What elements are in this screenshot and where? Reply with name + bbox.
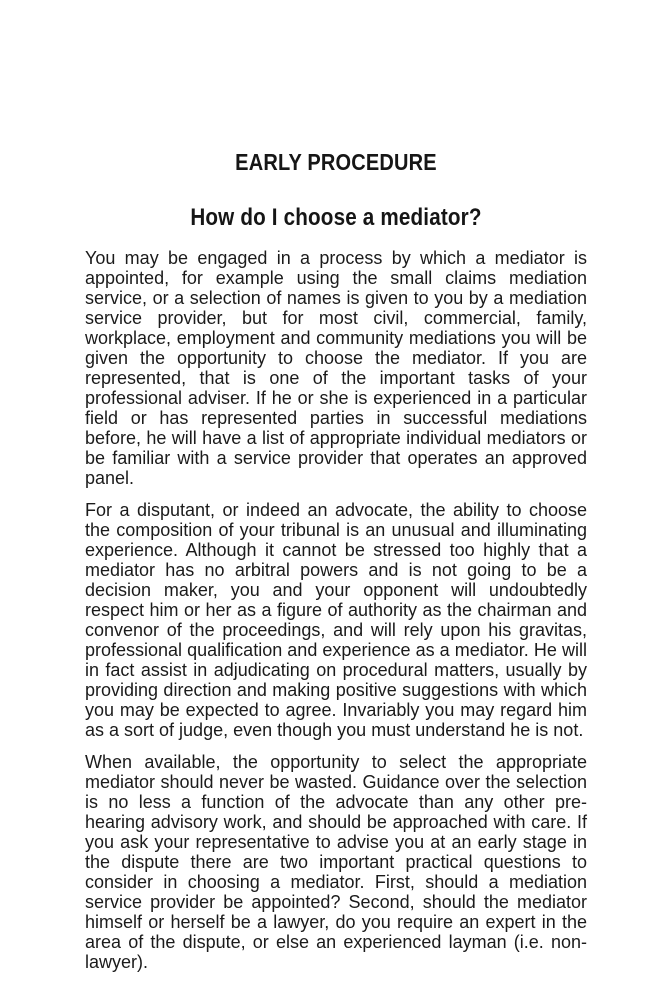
section-heading: How do I choose a mediator? [190, 204, 482, 231]
body-text [85, 248, 587, 984]
chapter-title: EARLY PROCEDURE [235, 149, 437, 175]
body-paragraph-2: For a disputant, or indeed an advocate, the ability to choose the composition of your tribunal is an unusual and illuminating experience. Although it cannot be stressed too highly that a mediator has no arbitral powers and is not going to be a decision maker, you and your opponent will undoubtedly respect him or her as a figure of authority as the chairman and convenor of the proceedings, and will rely upon his gravitas, professional qualification and experience as a mediator. He will in fact assist in adjudicating on procedural matters, usually by providing direction and making positive suggestions with which you may be expected to agree. Invariably you may regard him as a sort of judge, even though you must understand he is not. [85, 500, 587, 740]
body-paragraph-3: When available, the opportunity to select the appropriate mediator should never be wasted. Guidance over the selection is no less a function of the advocate than any other pre-hearing advisory work, and should be approached with care. If you ask your representative to advise you at an early stage in the dispute there are two important practical questions to consider in choosing a mediator. First, should a mediation service provider be appointed? Second, should the mediator himself or herself be a lawyer, do you require an expert in the area of the dispute, or else an experienced layman (i.e. non-lawyer). [85, 752, 587, 972]
body-paragraph-1: You may be engaged in a process by which a mediator is appointed, for example using the small claims mediation service, or a selection of names is given to you by a mediation service provider, but for most civil, commercial, family, workplace, employment and community mediations you will be given the opportunity to choose the mediator. If you are represented, that is one of the important tasks of your professional adviser. If he or she is experienced in a particular field or has represented parties in successful mediations before, he will have a list of appropriate individual mediators or be familiar with a service provider that operates an approved panel. [85, 248, 587, 488]
